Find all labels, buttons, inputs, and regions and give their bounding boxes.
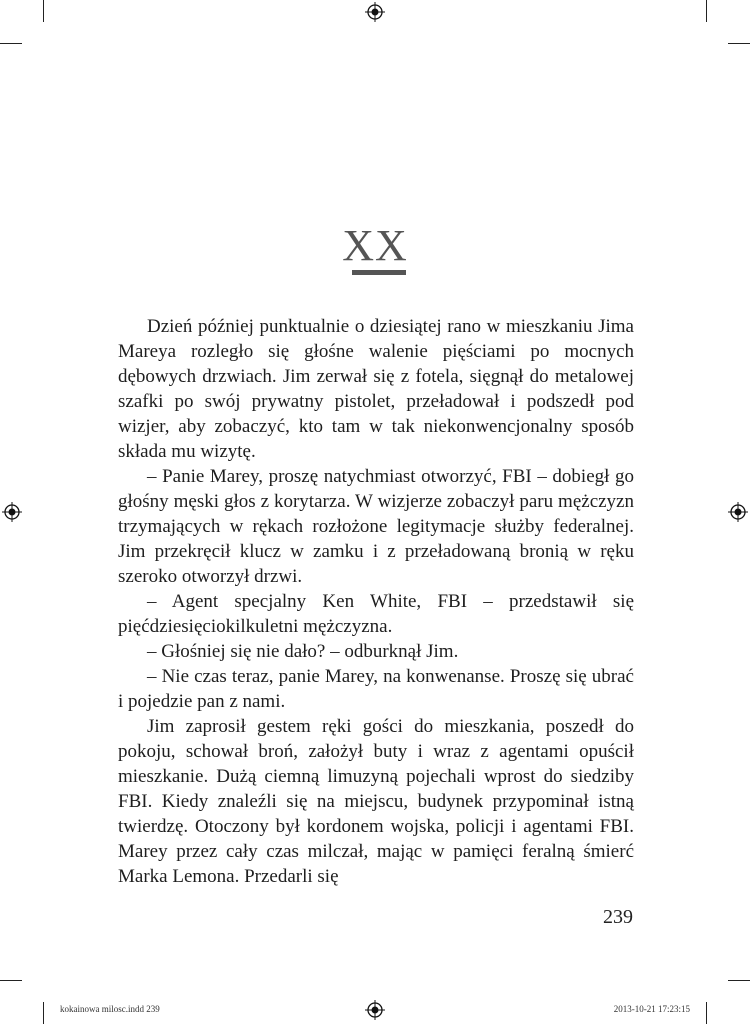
page-number: 239 — [603, 906, 633, 928]
body-text — [118, 314, 634, 889]
crop-mark — [0, 980, 22, 981]
paragraph: – Panie Marey, proszę natychmiast otworzyć, FBI – dobiegł go głośny męski głos z korytarza. W wizjerze zobaczył paru mężczyzn trzymających w rękach rozłożone legitymacje służby federalnej. Jim przekręcił klucz w zamku i z przeładowaną bronią w ręku szeroko otworzył drzwi. — [118, 466, 634, 587]
paragraph: Jim zaprosił gestem ręki gości do mieszkania, poszedł do pokoju, schował broń, założył buty i wraz z agentami opuścił mieszkanie. Dużą ciemną limuzyną pojechali wprost do siedziby FBI. Kiedy znaleźli się na miejscu, budynek przypominał istną twierdzę. Otoczony był kordonem wojska, policji i agentami FBI. Marey przez cały czas milczał, mając w pamięci feralną śmierć Marka Lemona. Przedarli się — [118, 716, 634, 887]
crop-mark — [43, 1002, 44, 1024]
paragraph: Dzień później punktualnie o dziesiątej rano w mieszkaniu Jima Mareya rozległo się głośne walenie pięściami po mocnych dębowych drzwiach. Jim zerwał się z fotela, sięgnął do metalowej szafki po swój prywatny pistolet, przeładował i podszedł pod wizjer, aby zobaczyć, kto tam w tak niekonwencjonalny sposób składa mu wizytę. — [118, 316, 634, 462]
registration-mark-icon — [365, 2, 385, 22]
crop-mark — [728, 43, 750, 44]
paragraph: – Nie czas teraz, panie Marey, na konwenanse. Proszę się ubrać i pojedzie pan z nami. — [118, 666, 634, 712]
slug-timestamp: 2013-10-21 17:23:15 — [613, 1004, 690, 1014]
crop-mark — [728, 980, 750, 981]
paragraph: – Głośniej się nie dało? – odburknął Jim. — [147, 641, 459, 662]
paragraph: – Agent specjalny Ken White, FBI – przedstawił się pięćdziesięciokilkuletni mężczyzna. — [118, 591, 634, 637]
slug-filename: kokainowa milosc.indd 239 — [60, 1004, 160, 1014]
chapter-underline — [352, 270, 406, 275]
registration-mark-icon — [2, 502, 22, 522]
crop-mark — [43, 0, 44, 22]
chapter-number: XX — [342, 221, 408, 270]
registration-mark-icon — [365, 1000, 385, 1020]
registration-mark-icon — [728, 502, 748, 522]
crop-mark — [706, 1002, 707, 1024]
crop-mark — [706, 0, 707, 22]
crop-mark — [0, 43, 22, 44]
